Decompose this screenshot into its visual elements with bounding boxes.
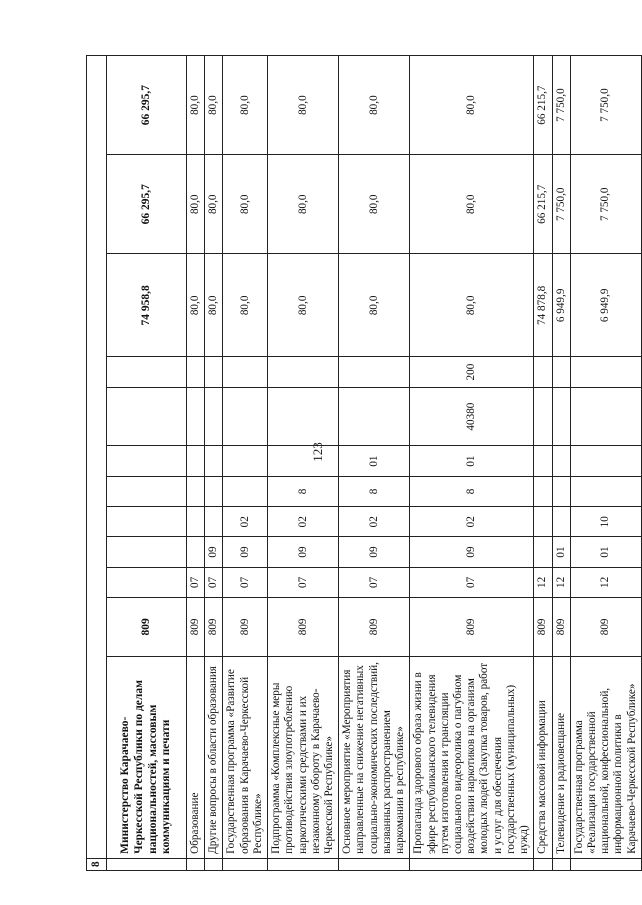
cell-cs4	[552, 387, 570, 446]
cell-year3: 80,0	[268, 56, 339, 155]
table-row	[570, 56, 641, 871]
cell-cs3	[570, 446, 641, 476]
cell-code: 809	[268, 598, 339, 657]
table-row	[268, 56, 339, 871]
cell-year3: 66 295,7	[107, 56, 187, 155]
cell-pr	[107, 537, 187, 567]
cell-rz: 12	[552, 567, 570, 597]
cell-year3: 66 215,7	[534, 56, 552, 155]
cell-cs4	[223, 387, 268, 446]
cell-code: 809	[570, 598, 641, 657]
cell-cs4	[534, 387, 552, 446]
cell-pr: 09	[339, 537, 410, 567]
cell-code: 809	[107, 598, 187, 657]
cell-cs3: 01	[339, 446, 410, 476]
cell-cs3	[107, 446, 187, 476]
cell-cs1	[205, 507, 223, 537]
cell-cs4	[187, 387, 205, 446]
cell-pr: 09	[223, 537, 268, 567]
cell-cs2	[534, 476, 552, 506]
cell-pr: 09	[410, 537, 534, 567]
cell-cs2	[570, 476, 641, 506]
cell-year3: 80,0	[410, 56, 534, 155]
budget-table	[86, 55, 642, 871]
row-name: Другие вопросы в области образования	[205, 656, 223, 858]
table-row	[410, 56, 534, 871]
cell-vr	[552, 357, 570, 387]
cell-rz: 07	[339, 567, 410, 597]
cell-year2: 80,0	[187, 155, 205, 254]
row-name: Телевидение и радиовещание	[552, 656, 570, 858]
cell-year2: 66 215,7	[534, 155, 552, 254]
cell-code: 809	[534, 598, 552, 657]
cell-pr: 01	[552, 537, 570, 567]
cell-rz: 07	[268, 567, 339, 597]
cell-cs3	[552, 446, 570, 476]
cell-cs3: 01	[410, 446, 534, 476]
cell-vr: 200	[410, 357, 534, 387]
cell-cs1	[187, 507, 205, 537]
cell-year1: 80,0	[187, 254, 205, 357]
cell-year2: 66 295,7	[107, 155, 187, 254]
cell-cs2	[187, 476, 205, 506]
cell-vr	[187, 357, 205, 387]
cell-year2: 80,0	[268, 155, 339, 254]
cell-year1: 80,0	[223, 254, 268, 357]
cell-cs4	[107, 387, 187, 446]
cell-cs4	[339, 387, 410, 446]
cell-cs2: 8	[339, 476, 410, 506]
table-row	[107, 56, 187, 871]
cell-code: 809	[410, 598, 534, 657]
row-name: Государственная программа «Развитие образования в Карачаево-Черкесской Республике»	[223, 656, 268, 858]
cell-year3: 7 750,0	[570, 56, 641, 155]
cell-cs4	[570, 387, 641, 446]
cell-vr	[570, 357, 641, 387]
cell-year2: 80,0	[339, 155, 410, 254]
cell-vr	[107, 357, 187, 387]
cell-year2: 7 750,0	[570, 155, 641, 254]
cell-cs1: 10	[570, 507, 641, 537]
cell-cs1	[552, 507, 570, 537]
cell-cs4	[205, 387, 223, 446]
table-row	[223, 56, 268, 871]
cell-code: 809	[552, 598, 570, 657]
table-row	[205, 56, 223, 871]
cell-vr	[205, 357, 223, 387]
page-number: 123	[309, 442, 325, 462]
cell-vr	[268, 357, 339, 387]
row-name: Подпрограмма «Комплексные меры противодействия злоупотреблению наркотическими средствами и их незаконному обороту в Карачаево-Черкесской Республике»	[268, 656, 339, 858]
cell-year3: 80,0	[205, 56, 223, 155]
cell-year3: 80,0	[187, 56, 205, 155]
row-name: Государственная программа «Реализация государственной национальной, конфессиональной, информационной политики в Карачаево-Черкесской Республике»	[570, 656, 641, 858]
cell-code: 809	[339, 598, 410, 657]
cell-cs1: 02	[410, 507, 534, 537]
cell-year2: 80,0	[223, 155, 268, 254]
cell-vr	[223, 357, 268, 387]
table-row	[552, 56, 570, 871]
cell-cs4: 40380	[410, 387, 534, 446]
cell-rz: 07	[187, 567, 205, 597]
cell-cs1	[534, 507, 552, 537]
row-name: Пропаганда здорового образа жизни в эфире республиканского телевидения путем изготовления и трансляции социального видеоролика о пагубном воздействии наркотиков на организм молодых людей (Закупка товаров, работ и услуг для обеспечения государственных (муниципальных) нужд)	[410, 656, 534, 858]
cell-pr	[534, 537, 552, 567]
cell-year1: 80,0	[339, 254, 410, 357]
table-row	[339, 56, 410, 871]
cell-rz: 12	[570, 567, 641, 597]
cell-year1: 80,0	[205, 254, 223, 357]
cell-rz	[107, 567, 187, 597]
cell-year1: 74 878,8	[534, 254, 552, 357]
cell-cs3	[205, 446, 223, 476]
table-row	[187, 56, 205, 871]
cell-cs1: 02	[339, 507, 410, 537]
cell-cs2	[107, 476, 187, 506]
cell-cs1: 02	[223, 507, 268, 537]
cell-vr	[534, 357, 552, 387]
table-row	[534, 56, 552, 871]
cell-year1: 6 949,9	[570, 254, 641, 357]
cell-pr: 09	[205, 537, 223, 567]
cell-cs2	[223, 476, 268, 506]
cell-rz: 07	[205, 567, 223, 597]
cell-year2: 80,0	[205, 155, 223, 254]
cell-cs2	[552, 476, 570, 506]
cell-year1: 74 958,8	[107, 254, 187, 357]
cell-cs3	[534, 446, 552, 476]
header-spacer	[87, 56, 107, 859]
cell-year1: 80,0	[410, 254, 534, 357]
cell-year3: 7 750,0	[552, 56, 570, 155]
cell-year2: 7 750,0	[552, 155, 570, 254]
cell-pr: 01	[570, 537, 641, 567]
cell-cs3	[268, 446, 339, 476]
cell-pr: 09	[268, 537, 339, 567]
cell-cs4	[268, 387, 339, 446]
cell-cs2: 8	[410, 476, 534, 506]
cell-year1: 80,0	[268, 254, 339, 357]
cell-year3: 80,0	[223, 56, 268, 155]
cell-vr	[339, 357, 410, 387]
row-name: Средства массовой информации	[534, 656, 552, 858]
cell-rz: 07	[223, 567, 268, 597]
cell-cs1: 02	[268, 507, 339, 537]
row-name: Основное мероприятие «Мероприятия направленные на снижение негативных социально-экономических последствий, вызванных распространением наркомании в республике»	[339, 656, 410, 858]
cell-cs1	[107, 507, 187, 537]
cell-code: 809	[187, 598, 205, 657]
rotated-table-wrapper	[86, 55, 638, 871]
cell-rz: 07	[410, 567, 534, 597]
cell-code: 809	[205, 598, 223, 657]
cell-cs3	[187, 446, 205, 476]
cell-cs3	[223, 446, 268, 476]
row-number-cell: 8	[87, 858, 107, 870]
cell-cs2	[205, 476, 223, 506]
cell-code: 809	[223, 598, 268, 657]
cell-year1: 6 949,9	[552, 254, 570, 357]
row-name: Министерство Карачаево-Черкесской Республики по делам национальностей, массовым коммуникациям и печати	[107, 656, 187, 858]
cell-cs2: 8	[268, 476, 339, 506]
row-name: Образование	[187, 656, 205, 858]
cell-rz: 12	[534, 567, 552, 597]
cell-pr	[187, 537, 205, 567]
cell-year2: 80,0	[410, 155, 534, 254]
cell-year3: 80,0	[339, 56, 410, 155]
